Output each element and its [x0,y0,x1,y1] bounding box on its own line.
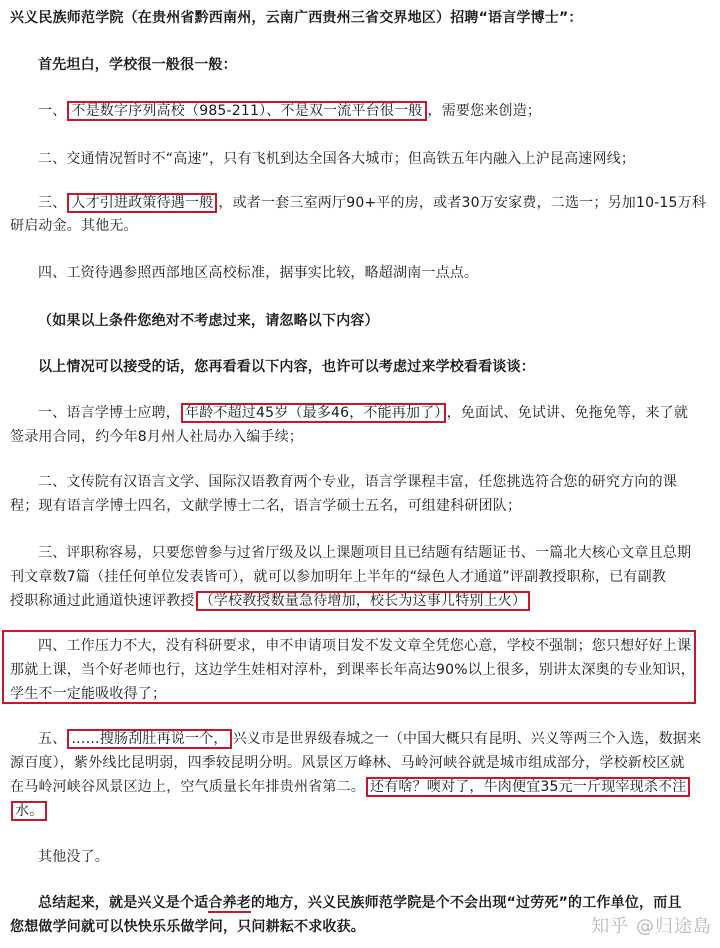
offer-2-line2: 程；现有语言学博士四名，文献学博士二名，语言学硕士五名，可组建科研团队； [10,498,522,514]
point-3 [38,193,712,213]
point-1-rest: ，需要您来创造； [427,103,542,119]
offer-3-line3 [10,591,712,611]
offer-5-line1 [38,729,712,749]
point-1 [38,101,712,121]
summary-highlight: 合养老 [208,895,252,911]
point-3-highlight: 人才引进政策待遇一般 [67,193,217,213]
point-1-prefix: 一、 [38,103,67,119]
offer-4-line1: 四、工作压力不大，没有科研要求，申不申请项目发不发文章全凭您心意，学校不强制；您只想好好上课 [38,638,692,654]
point-3-rest: ，或者一套三室两厅90+平的房，或者30万安家费，二选一；另加10-15万科 [218,195,707,211]
point-3-prefix: 三、 [38,195,67,211]
offer-3-highlight: （学校教授数量急待增加，校长为这事儿特别上火） [196,591,531,611]
offer-5-line3 [10,777,712,797]
lead-line: 以上情况可以接受的话，您再看看以下内容，也许可以考虑过来学校看看谈谈： [38,359,535,375]
offer-4-line3: 学生不一定能吸收得了； [10,686,167,702]
offer-3-line3-text: 授职称通过此通道快速评教授 [10,593,195,609]
offer-1-line2: 签录用合同，约今年8月州人社局办入编手续； [10,429,304,445]
point-4: 四、工资待遇参照西部地区高校标准，据事实比较，略超湖南一点点。 [38,265,479,281]
summary-line1 [38,893,712,913]
summary-line2: 您想做学问就可以快快乐乐做学问，只问耕耘不求收获。 [10,919,365,935]
point-3-line2: 研启动金。其他无。 [10,218,138,234]
other-line: 其他没了。 [38,849,109,865]
note-line: （如果以上条件您绝对不考虑过来，请忽略以下内容） [38,313,379,329]
offer-3-line1: 三、评职称容易，只要您曾参与过省厅级及以上课题项目且已结题有结题证书、一篇北大核心文章且总期 [38,545,692,561]
offer-5-prefix: 五、 [38,731,67,747]
offer-5-highlight: ……搜肠刮肚再说一个， [67,729,231,749]
watermark: 知乎 @归途島 [591,916,712,937]
offer-5-line4-highlight: 水。 [11,801,47,821]
offer-5-line4 [10,801,712,821]
offer-5-line3-text: 在马岭河峡谷风景区边上，空气质量长年排贵州省第二。 [10,779,365,795]
offer-5-line2: 源百度），紫外线比昆明弱，四季较昆明分明。风景区万峰林、马岭河峡谷就是城市组成部分，学校新校区就 [10,755,685,771]
offer-5-rest: 兴义市是世界级春城之一（中国大概只有昆明、兴义等两三个入选，数据来 [232,731,702,747]
offer-1-rest: ，免面试、免试讲、免拖免等，来了就 [446,405,689,421]
offer-4-line2: 那就上课，当个好老师也行，这边学生娃相对淳朴，到课率长年高达90%以上很多，别讲太深奥的专业知识， [10,662,695,678]
offer-5-line3-highlight: 还有啥？噢对了，牛肉便宜35元一斤现宰现杀不注 [366,777,690,797]
intro-line: 首先坦白，学校很一般很一般： [38,57,237,73]
point-1-highlight: 不是数字序列高校（985-211）、不是双一流平台很一般 [67,101,426,121]
offer-1-highlight: 年龄不超过45岁（最多46，不能再加了） [181,403,446,423]
offer-3-line2: 刊文章数7篇（挂任何单位发表皆可），就可以参加明年上半年的“绿色人才通道”评副教授职称，已有副教 [10,569,667,585]
offer-1-prefix: 一、语言学博士应聘， [38,405,180,421]
doc-title: 兴义民族师范学院（在贵州省黔西南州，云南广西贵州三省交界地区）招聘“语言学博士”： [10,10,583,26]
point-2: 二、交通情况暂时不“高速”，只有飞机到达全国各大城市；但高铁五年内融入上沪昆高速网线； [38,151,636,167]
offer-2-line1: 二、文传院有汉语言文学、国际汉语教育两个专业，语言学课程丰富，任您挑选符合您的研究方向的课 [38,474,677,490]
summary-line1-post: 的地方，兴义民族师范学院是个不会出现“过劳死”的工作单位，而且 [251,895,682,911]
summary-line1-pre: 总结起来，就是兴义是个适 [38,895,209,911]
offer-1 [38,403,712,423]
